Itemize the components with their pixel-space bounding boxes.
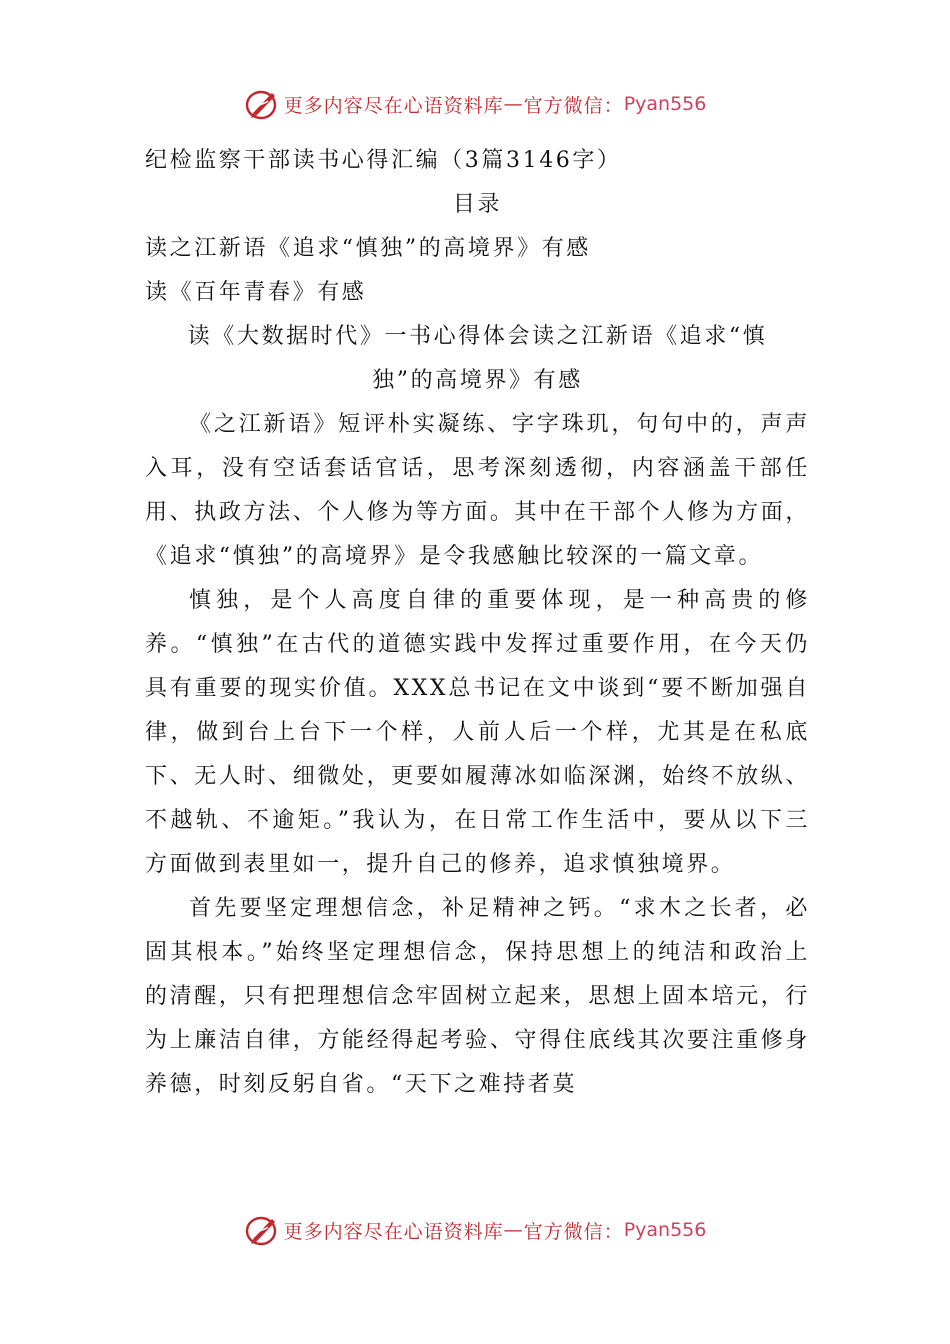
- document-body: [145, 139, 810, 1107]
- header-site-text: 更多内容尽在心语资料库: [283, 94, 504, 117]
- paragraph-2: 慎独，是个人高度自律的重要体现，是一种高贵的修养。“慎独”在古代的道德实践中发挥过重要作用，在今天仍具有重要的现实价值。XXX总书记在文中谈到“要不断加强自律，做到台上台下一个样，人前人后一个样，尤其是在私底下、无人时、细微处，更要如履薄冰如临深渊，始终不放纵、不越轨、不逾矩。”我认为，在日常工作生活中，要从以下三方面做到表里如一，提升自己的修养，追求慎独境界。: [145, 588, 810, 877]
- watermark-footer: [0, 1210, 950, 1250]
- pen-circle-logo-icon: [244, 1213, 280, 1247]
- document-title: 纪检监察干部读书心得汇编（3篇3146字）: [145, 148, 622, 173]
- section-heading-line2: 独”的高境界》有感: [372, 368, 583, 393]
- section-heading-line1: 读《大数据时代》一书心得体会读之江新语《追求“慎: [187, 324, 768, 349]
- footer-dash: —: [503, 1219, 524, 1241]
- header-dash: —: [503, 93, 524, 115]
- toc-item-1: 读之江新语《追求“慎独”的高境界》有感: [145, 236, 591, 261]
- footer-wechat-label: 官方微信：: [523, 1220, 624, 1243]
- footer-wechat-id: Pyan556: [623, 1219, 707, 1241]
- toc-item-2: 读《百年青春》有感: [145, 280, 367, 305]
- header-wechat-label: 官方微信：: [523, 94, 624, 117]
- pen-circle-logo-icon: [244, 87, 280, 121]
- paragraph-3: 首先要坚定理想信念，补足精神之钙。“求木之长者，必固其根本。”始终坚定理想信念，保持思想上的纯洁和政治上的清醒，只有把理想信念牢固树立起来，思想上固本培元，行为上廉洁自律，方能经得起考验、守得住底线其次要注重修身养德，时刻反躬自省。“天下之难持者莫: [145, 896, 810, 1097]
- paragraph-1: 《之江新语》短评朴实凝练、字字珠玑，句句中的，声声入耳，没有空话套话官话，思考深刻透彻，内容涵盖干部任用、执政方法、个人修为等方面。其中在干部个人修为方面，《追求“慎独”的高境界》是令我感触比较深的一篇文章。: [145, 412, 810, 569]
- watermark-header: [0, 84, 950, 124]
- header-wechat-id: Pyan556: [623, 93, 707, 115]
- toc-title: 目录: [452, 192, 503, 217]
- footer-site-text: 更多内容尽在心语资料库: [283, 1220, 504, 1243]
